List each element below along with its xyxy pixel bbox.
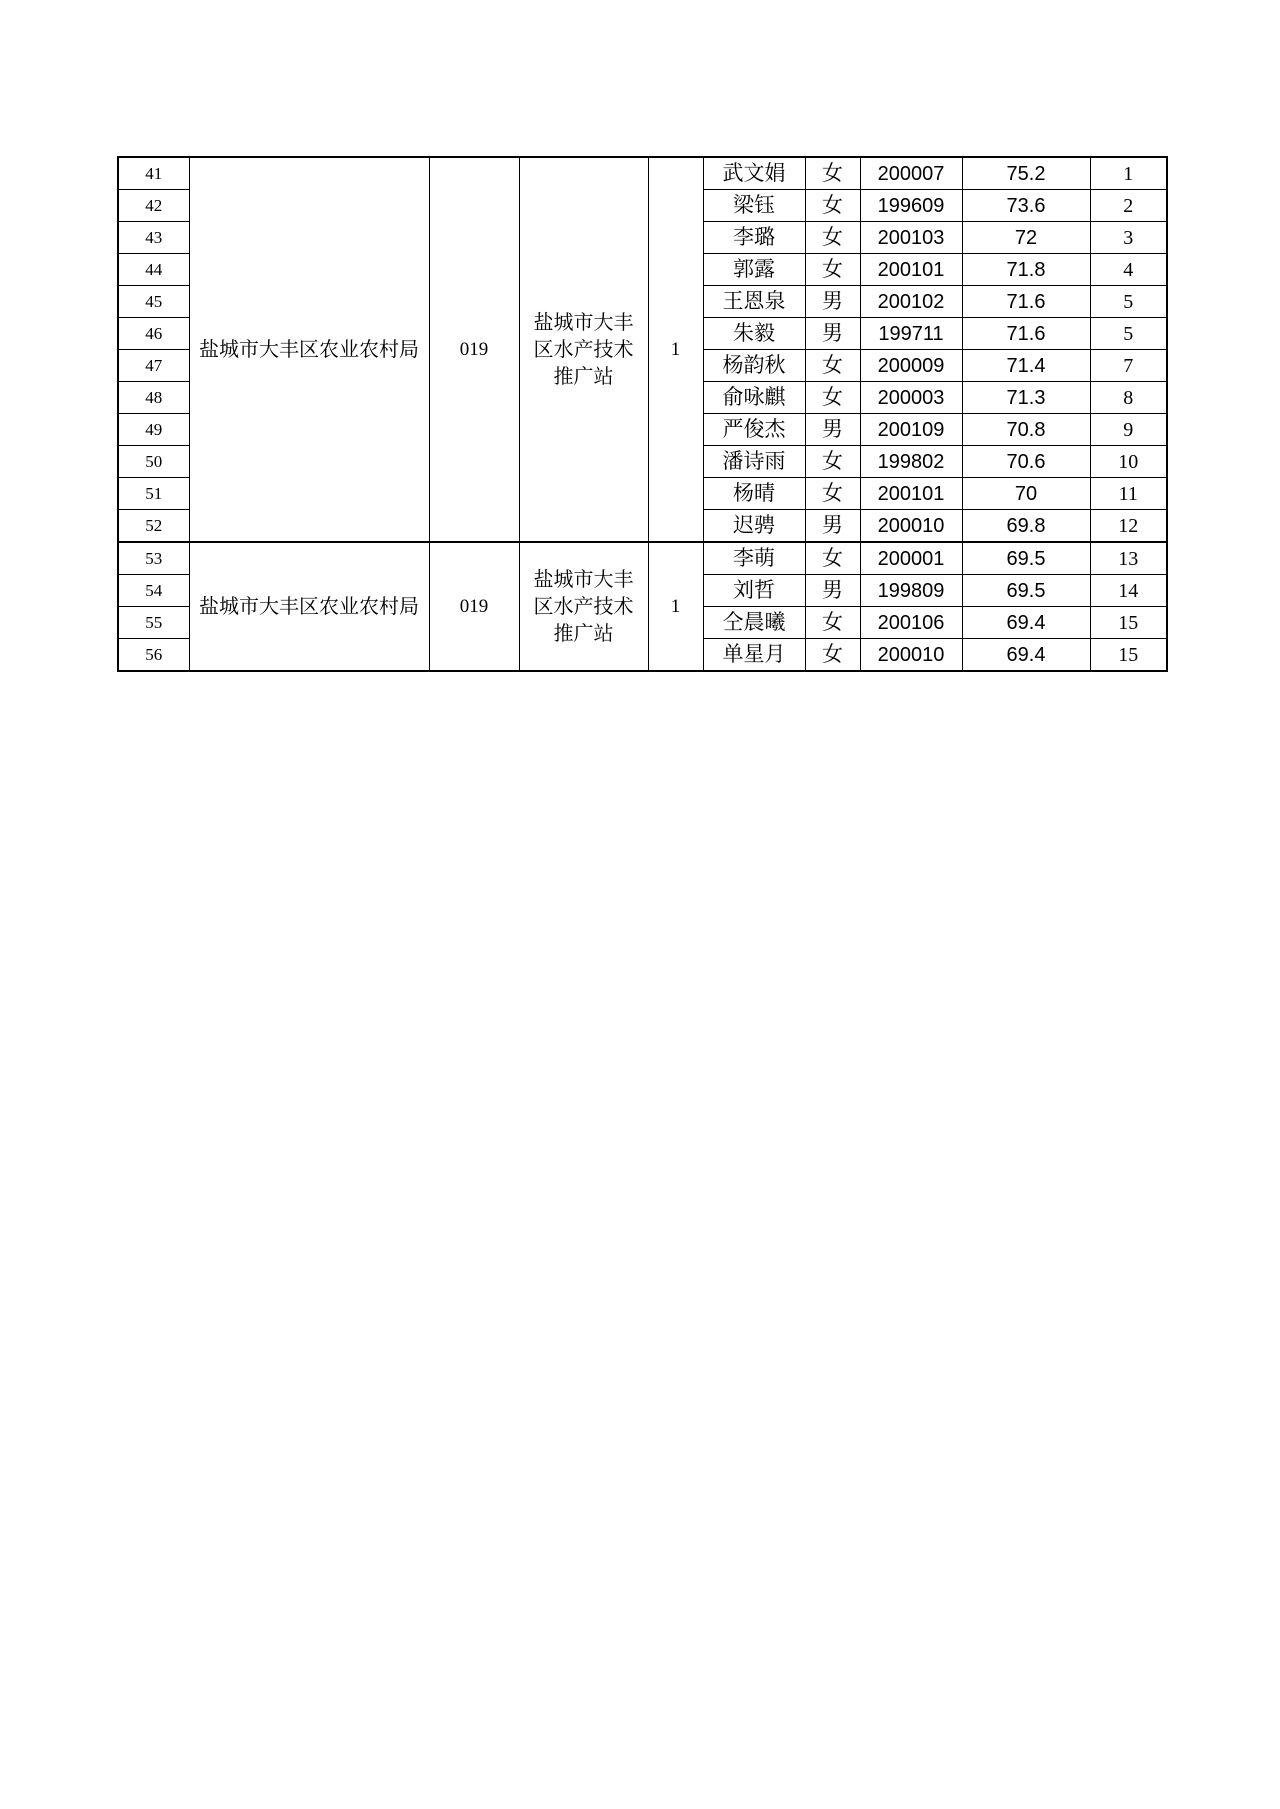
candidate-name-cell: 王恩泉 xyxy=(703,286,805,318)
birth-date-cell: 199802 xyxy=(860,446,962,478)
candidate-name-cell: 潘诗雨 xyxy=(703,446,805,478)
candidate-name-cell: 迟骋 xyxy=(703,510,805,543)
birth-date-cell: 200010 xyxy=(860,639,962,672)
score-cell: 69.8 xyxy=(962,510,1090,543)
candidate-name-cell: 严俊杰 xyxy=(703,414,805,446)
gender-cell: 男 xyxy=(805,286,860,318)
birth-date-cell: 200001 xyxy=(860,542,962,575)
gender-cell: 女 xyxy=(805,382,860,414)
birth-date-cell: 200101 xyxy=(860,254,962,286)
rank-cell: 2 xyxy=(1090,190,1167,222)
score-cell: 72 xyxy=(962,222,1090,254)
row-index-cell: 46 xyxy=(118,318,189,350)
score-cell: 71.6 xyxy=(962,286,1090,318)
row-index-cell: 53 xyxy=(118,542,189,575)
birth-date-cell: 199711 xyxy=(860,318,962,350)
gender-cell: 女 xyxy=(805,607,860,639)
candidate-name-cell: 梁钰 xyxy=(703,190,805,222)
results-table xyxy=(117,156,1168,672)
rank-cell: 8 xyxy=(1090,382,1167,414)
gender-cell: 男 xyxy=(805,318,860,350)
row-index-cell: 44 xyxy=(118,254,189,286)
score-cell: 71.4 xyxy=(962,350,1090,382)
birth-date-cell: 200009 xyxy=(860,350,962,382)
birth-date-cell: 199809 xyxy=(860,575,962,607)
table-body xyxy=(118,157,1167,671)
row-index-cell: 41 xyxy=(118,157,189,190)
gender-cell: 女 xyxy=(805,639,860,672)
candidate-name-cell: 杨晴 xyxy=(703,478,805,510)
row-index-cell: 51 xyxy=(118,478,189,510)
birth-date-cell: 200109 xyxy=(860,414,962,446)
candidate-name-cell: 单星月 xyxy=(703,639,805,672)
position-code-cell: 019 xyxy=(429,542,519,671)
candidate-name-cell: 仝晨曦 xyxy=(703,607,805,639)
gender-cell: 女 xyxy=(805,222,860,254)
employer-unit-cell: 盐城市大丰区农业农村局 xyxy=(189,542,429,671)
rank-cell: 9 xyxy=(1090,414,1167,446)
gender-cell: 女 xyxy=(805,254,860,286)
gender-cell: 男 xyxy=(805,510,860,543)
gender-cell: 女 xyxy=(805,350,860,382)
score-cell: 70 xyxy=(962,478,1090,510)
birth-date-cell: 200003 xyxy=(860,382,962,414)
row-index-cell: 43 xyxy=(118,222,189,254)
position-name-cell: 盐城市大丰区水产技术推广站 xyxy=(519,157,648,542)
rank-cell: 15 xyxy=(1090,639,1167,672)
rank-cell: 13 xyxy=(1090,542,1167,575)
candidate-name-cell: 李璐 xyxy=(703,222,805,254)
birth-date-cell: 200106 xyxy=(860,607,962,639)
employer-unit-cell: 盐城市大丰区农业农村局 xyxy=(189,157,429,542)
position-name-cell: 盐城市大丰区水产技术推广站 xyxy=(519,542,648,671)
candidate-name-cell: 武文娟 xyxy=(703,157,805,190)
gender-cell: 男 xyxy=(805,575,860,607)
score-cell: 71.6 xyxy=(962,318,1090,350)
rank-cell: 11 xyxy=(1090,478,1167,510)
birth-date-cell: 200103 xyxy=(860,222,962,254)
score-cell: 73.6 xyxy=(962,190,1090,222)
rank-cell: 15 xyxy=(1090,607,1167,639)
birth-date-cell: 200007 xyxy=(860,157,962,190)
candidate-name-cell: 刘哲 xyxy=(703,575,805,607)
gender-cell: 女 xyxy=(805,542,860,575)
candidate-name-cell: 郭露 xyxy=(703,254,805,286)
row-index-cell: 47 xyxy=(118,350,189,382)
birth-date-cell: 200102 xyxy=(860,286,962,318)
gender-cell: 女 xyxy=(805,190,860,222)
position-code-cell: 019 xyxy=(429,157,519,542)
gender-cell: 女 xyxy=(805,446,860,478)
birth-date-cell: 200101 xyxy=(860,478,962,510)
gender-cell: 女 xyxy=(805,157,860,190)
rank-cell: 5 xyxy=(1090,318,1167,350)
score-cell: 71.8 xyxy=(962,254,1090,286)
row-index-cell: 45 xyxy=(118,286,189,318)
score-cell: 70.8 xyxy=(962,414,1090,446)
row-index-cell: 50 xyxy=(118,446,189,478)
rank-cell: 1 xyxy=(1090,157,1167,190)
rank-cell: 5 xyxy=(1090,286,1167,318)
row-index-cell: 48 xyxy=(118,382,189,414)
row-index-cell: 55 xyxy=(118,607,189,639)
score-cell: 71.3 xyxy=(962,382,1090,414)
candidate-name-cell: 朱毅 xyxy=(703,318,805,350)
rank-cell: 12 xyxy=(1090,510,1167,543)
score-cell: 70.6 xyxy=(962,446,1090,478)
candidate-name-cell: 俞咏麒 xyxy=(703,382,805,414)
row-index-cell: 56 xyxy=(118,639,189,672)
hiring-quota-cell: 1 xyxy=(648,542,703,671)
rank-cell: 7 xyxy=(1090,350,1167,382)
score-cell: 75.2 xyxy=(962,157,1090,190)
score-cell: 69.5 xyxy=(962,542,1090,575)
score-cell: 69.5 xyxy=(962,575,1090,607)
rank-cell: 14 xyxy=(1090,575,1167,607)
candidate-name-cell: 杨韵秋 xyxy=(703,350,805,382)
birth-date-cell: 200010 xyxy=(860,510,962,543)
row-index-cell: 52 xyxy=(118,510,189,543)
birth-date-cell: 199609 xyxy=(860,190,962,222)
gender-cell: 女 xyxy=(805,478,860,510)
rank-cell: 4 xyxy=(1090,254,1167,286)
rank-cell: 3 xyxy=(1090,222,1167,254)
score-cell: 69.4 xyxy=(962,639,1090,672)
row-index-cell: 54 xyxy=(118,575,189,607)
hiring-quota-cell: 1 xyxy=(648,157,703,542)
gender-cell: 男 xyxy=(805,414,860,446)
row-index-cell: 49 xyxy=(118,414,189,446)
row-index-cell: 42 xyxy=(118,190,189,222)
score-cell: 69.4 xyxy=(962,607,1090,639)
rank-cell: 10 xyxy=(1090,446,1167,478)
table-row xyxy=(118,542,1167,575)
table-row xyxy=(118,157,1167,190)
candidate-name-cell: 李萌 xyxy=(703,542,805,575)
